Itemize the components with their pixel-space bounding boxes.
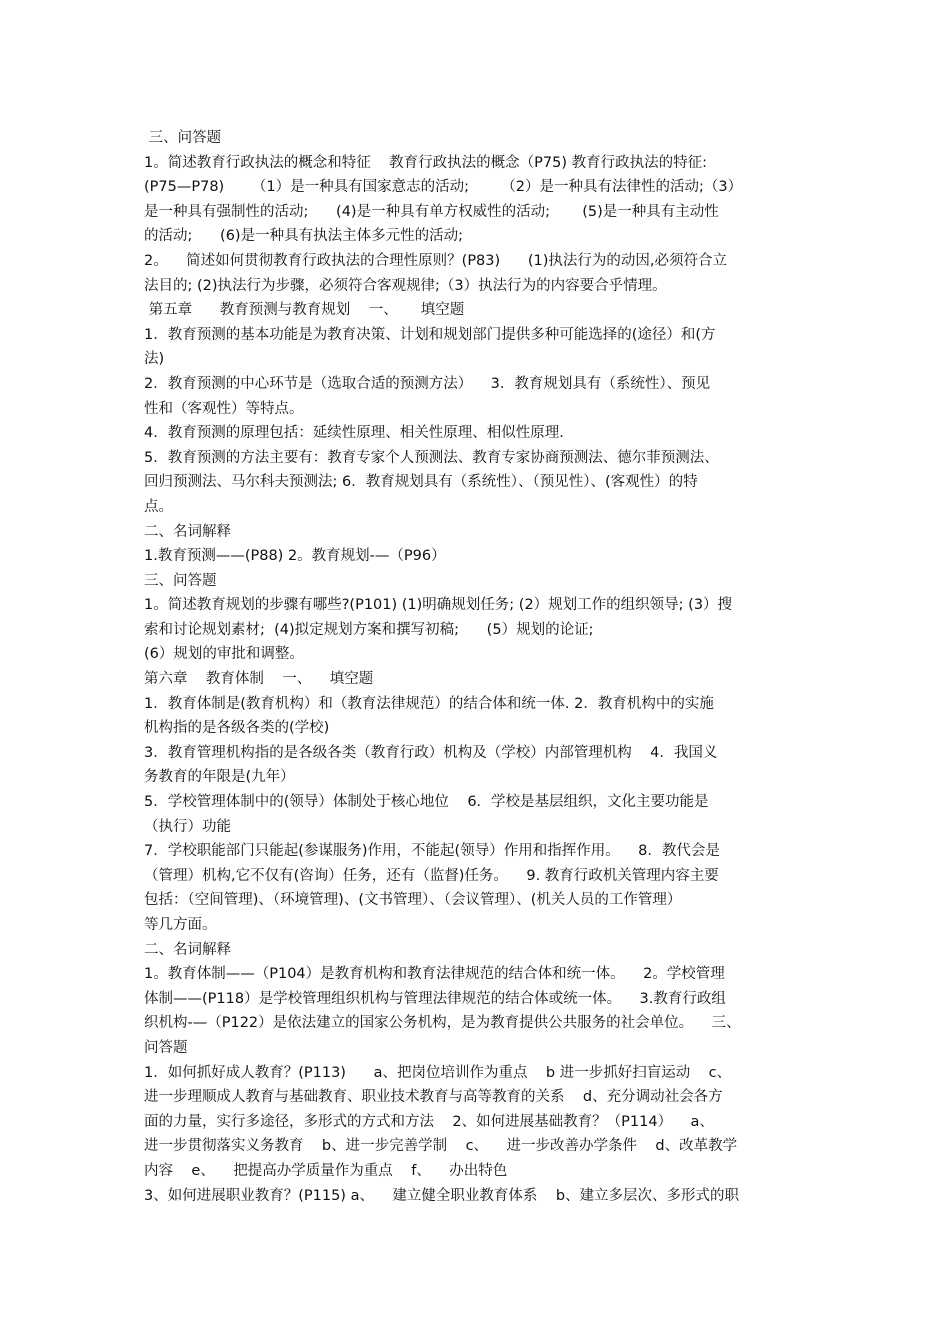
text-line: 问答题: [144, 1039, 188, 1056]
text-line: 1.教育预测——(P88) 2。教育规划-—（P96）: [144, 548, 446, 565]
text-line: 1．如何抓好成人教育？(P113) a、把岗位培训作为重点 b 进一步抓好扫盲运动 c、: [144, 1064, 732, 1081]
text-line: 三、问答题: [144, 130, 222, 146]
document-body: [144, 126, 810, 1208]
text-line: 法): [144, 351, 165, 368]
text-line: 体制——(P118）是学校管理组织机构与管理法律规范的结合体或统一体。 3.教育行政组: [144, 990, 726, 1007]
text-line: （执行）功能: [144, 818, 231, 835]
text-line: 机构指的是各级各类的(学校): [144, 720, 330, 737]
text-line: 索和讨论规划素材; (4)拟定规划方案和撰写初稿; (5）规划的论证;: [144, 621, 594, 638]
text-line: 5．教育预测的方法主要有：教育专家个人预测法、教育专家协商预测法、德尔菲预测法、: [144, 449, 719, 466]
text-line: 1．教育预测的基本功能是为教育决策、计划和规划部门提供多种可能选择的(途径）和(方: [144, 326, 716, 343]
text-line: 包括：（空间管理)、（环境管理)、(文书管理）、（会议管理）、(机关人员的工作管理）: [144, 892, 682, 909]
text-line: 1。简述教育行政执法的概念和特征 教育行政执法的概念（P75) 教育行政执法的特征:: [144, 154, 708, 171]
text-line: 性和（客观性）等特点。: [144, 400, 304, 417]
text-line: 7．学校职能部门只能起(参谋服务)作用，不能起(领导）作用和指挥作用。 8．教代会是: [144, 843, 720, 860]
text-line: 等几方面。: [144, 917, 217, 933]
text-line: 二、名词解释: [144, 523, 231, 540]
text-line: 内容 e、 把提高办学质量作为重点 f、 办出特色: [144, 1162, 508, 1179]
text-line: 2。 简述如何贯彻教育行政执法的合理性原则？(P83) (1)执法行为的动因,必须符合立: [144, 252, 727, 269]
text-line: 5．学校管理体制中的(领导）体制处于核心地位 6．学校是基层组织，文化主要功能是: [144, 794, 709, 811]
text-line: 1．教育体制是(教育机构）和（教育法律规范）的结合体和统一体. 2．教育机构中的实施: [144, 695, 714, 712]
text-line: 是一种具有强制性的活动; (4)是一种具有单方权威性的活动; (5)是一种具有主动性: [144, 203, 719, 220]
text-line: (6）规划的审批和调整。: [144, 646, 304, 663]
text-line: 1。教育体制——（P104）是教育机构和教育法律规范的结合体和统一体。 2。学校管理: [144, 966, 725, 983]
text-line: 织机构-—（P122）是依法建立的国家公务机构，是为教育提供公共服务的社会单位。 三、: [144, 1015, 741, 1032]
text-line: (P75—P78) （1）是一种具有国家意志的活动; （2）是一种具有法律性的活动;（3）: [144, 179, 743, 196]
text-line: 进一步理顺成人教育与基础教育、职业技术教育与高等教育的关系 d、充分调动社会各方: [144, 1089, 723, 1106]
text-line: 务教育的年限是(九年）: [144, 769, 295, 786]
text-line: 2．教育预测的中心环节是（选取合适的预测方法） 3．教育规划具有（系统性）、预见: [144, 375, 711, 392]
text-line: 1。简述教育规划的步骤有哪些?(P101) (1)明确规划任务; (2）规划工作的组织领导; (3）搜: [144, 597, 733, 614]
text-line: 4．教育预测的原理包括：延续性原理、相关性原理、相似性原理.: [144, 425, 564, 442]
text-line: 面的力量，实行多途径，多形式的方式和方法 2、如何进展基础教育？（P114） a、: [144, 1113, 714, 1130]
text-line: （管理）机构,它不仅有(咨询）任务，还有（监督)任务。 9. 教育行政机关管理内容主要: [144, 867, 719, 884]
text-line: 点。: [144, 498, 173, 515]
text-line: 回归预测法、马尔科夫预测法; 6．教育规划具有（系统性）、（预见性）、(客观性）的特: [144, 474, 698, 491]
text-line: 3．教育管理机构指的是各级各类（教育行政）机构及（学校）内部管理机构 4．我国义: [144, 744, 718, 761]
text-line: 3、如何进展职业教育？(P115) a、 建立健全职业教育体系 b、建立多层次、多形式的职: [144, 1187, 740, 1204]
text-line: 法目的; (2)执法行为步骤，必须符合客观规律;（3）执法行为的内容要合乎情理。: [144, 277, 667, 294]
text-line: 的活动; (6)是一种具有执法主体多元性的活动;: [144, 228, 463, 245]
text-line: 三、问答题: [144, 572, 217, 589]
text-line: 二、名词解释: [144, 941, 231, 958]
text-line: 第六章 教育体制 一、 填空题: [144, 671, 374, 688]
text-line: 第五章 教育预测与教育规划 一、 填空题: [144, 302, 465, 319]
text-line: 进一步贯彻落实义务教育 b、进一步完善学制 c、 进一步改善办学条件 d、改革教学: [144, 1138, 738, 1155]
